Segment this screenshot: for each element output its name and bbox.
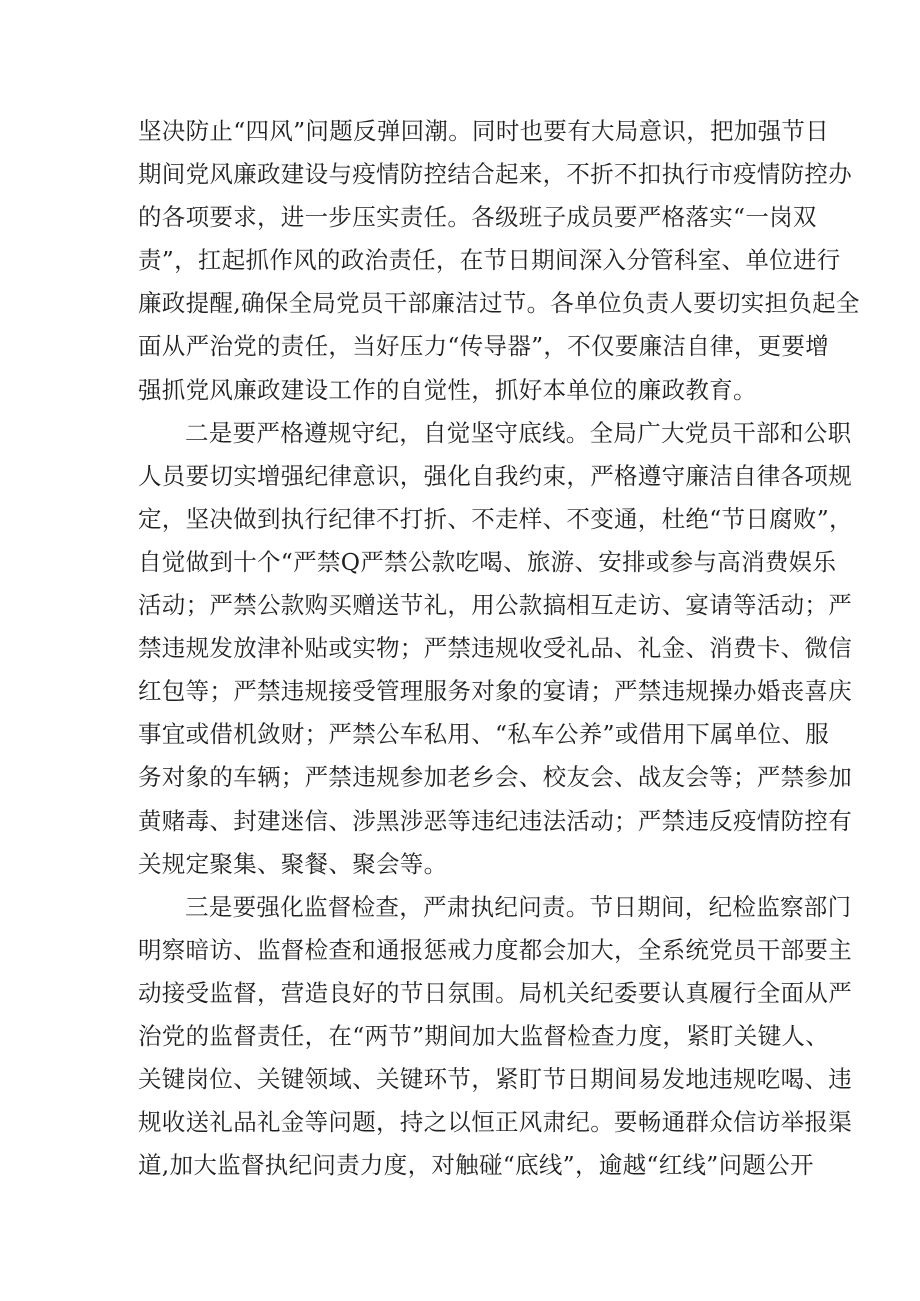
text-line: 动接受监督，营造良好的节日氛围。局机关纪委要认真履行全面从严: [138, 978, 852, 1007]
text-line: 坚决防止“四风”问题反弹回潮。同时也要有大局意识，把加强节日: [138, 117, 830, 145]
text-line: 黄赌毒、封建迷信、涉黑涉恶等违纪违法活动；严禁违反疫情防控有: [138, 806, 852, 835]
text-line: 期间党风廉政建设与疫情防控结合起来，不折不扣执行市疫情防控办: [138, 160, 852, 189]
text-line: 二是要严格遵规守纪，自觉坚守底线。全局广大党员干部和公职: [185, 418, 852, 447]
text-line: 面从严治党的责任，当好压力“传导器”，不仅要廉洁自律，更要增: [138, 332, 830, 361]
text-line: 关键岗位、关键领域、关键环节，紧盯节日期间易发地违规吃喝、违: [138, 1065, 852, 1094]
text-line: 强抓党风廉政建设工作的自觉性，抓好本单位的廉政教育。: [138, 375, 757, 404]
text-line: 明察暗访、监督检查和通报惩戒力度都会加大，全系统党员干部要主: [138, 935, 852, 964]
text-line: 事宜或借机敛财；严禁公车私用、“私车公养”或借用下属单位、服: [138, 720, 830, 749]
text-line: 活动；严禁公款购买赠送节礼，用公款搞相互走访、宴请等活动；严: [138, 591, 852, 620]
text-line: 自觉做到十个“严禁Q严禁公款吃喝、旅游、安排或参与高消费娱乐: [138, 547, 837, 576]
text-line: 三是要强化监督检查，严肃执纪问责。节日期间，纪检监察部门: [185, 892, 852, 921]
text-line: 定，坚决做到执行纪律不打折、不走样、不变通，杜绝“节日腐败”，: [138, 504, 853, 533]
text-line: 责”，扛起抓作风的政治责任，在节日期间深入分管科室、单位进行: [138, 246, 841, 275]
text-line: 道,加大监督执纪问责力度，对触碰“底线”，逾越“红线”问题公开: [138, 1151, 814, 1180]
text-line: 规收送礼品礼金等问题，持之以恒正风肃纪。要畅通群众信访举报渠: [138, 1108, 852, 1137]
text-line: 禁违规发放津补贴或实物；严禁违规收受礼品、礼金、消费卡、微信: [138, 634, 852, 663]
text-line: 的各项要求，进一步压实责任。各级班子成员要严格落实“一岗双: [138, 203, 817, 232]
text-line: 人员要切实增强纪律意识，强化自我约束，严格遵守廉洁自律各项规: [138, 461, 852, 490]
text-line: 红包等；严禁违规接受管理服务对象的宴请；严禁违规操办婚丧喜庆: [138, 677, 852, 706]
text-line: 务对象的车辆；严禁违规参加老乡会、校友会、战友会等；严禁参加: [138, 763, 852, 792]
text-line: 治党的监督责任，在“两节”期间加大监督检查力度，紧盯关键人、: [138, 1021, 830, 1050]
text-line: 廉政提醒,确保全局党员干部廉洁过节。各单位负责人要切实担负起全: [138, 289, 860, 318]
text-line: 关规定聚集、聚餐、聚会等。: [138, 849, 448, 878]
document-body: [138, 110, 860, 1187]
